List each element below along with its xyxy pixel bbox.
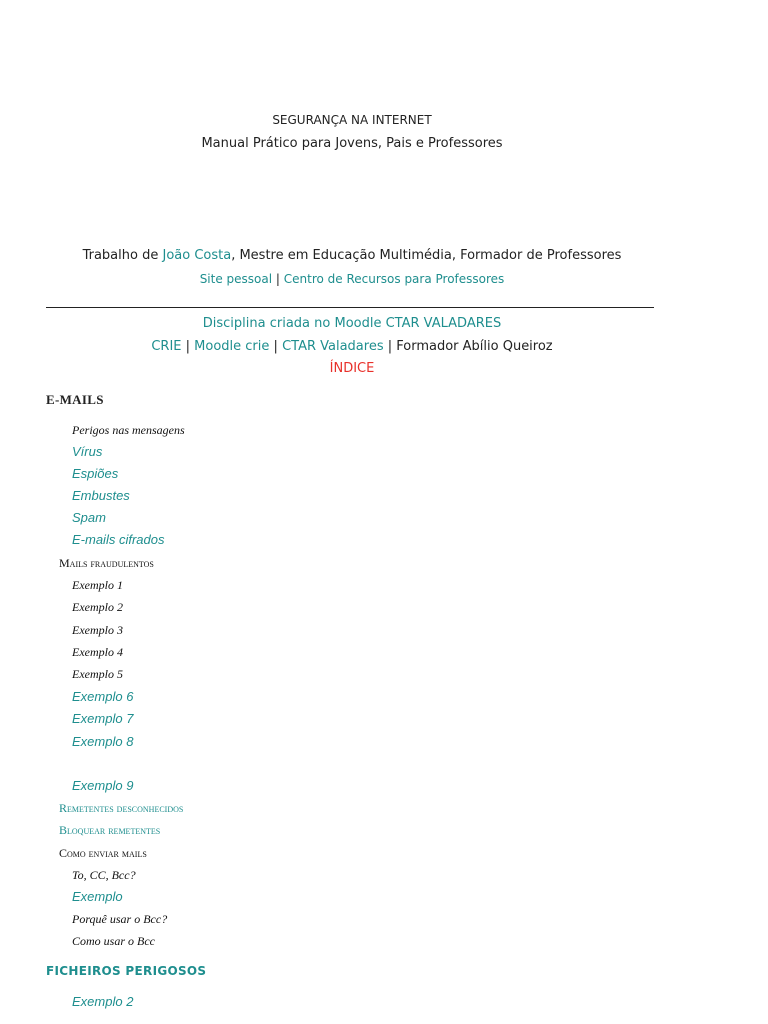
exemplo-4-item: Exemplo 4 [72, 645, 123, 659]
spam-link[interactable]: Spam [72, 510, 106, 525]
sep-1: | [181, 339, 195, 354]
embustes-link[interactable]: Embustes [72, 488, 130, 503]
emails-cifrados-link[interactable]: E-mails cifrados [72, 532, 165, 547]
crie-link[interactable]: CRIE [151, 339, 182, 354]
mails-fraudulentos-heading: Mails fraudulentos [59, 556, 154, 570]
espioes-link[interactable]: Espiões [72, 466, 119, 481]
author-name-link[interactable]: João Costa [162, 248, 232, 263]
perigos-item: Perigos nas mensagens [72, 423, 185, 437]
author-links [0, 272, 704, 287]
moodle-discipline [0, 316, 704, 332]
exemplo-2-item: Exemplo 2 [72, 600, 123, 614]
moodle-crie-link[interactable]: Moodle crie [194, 339, 270, 354]
sep-2: | [269, 339, 283, 354]
author-suffix: , Mestre em Educação Multimédia, Formador de Professores [231, 248, 622, 263]
trainer-text: | Formador Abílio Queiroz [383, 339, 553, 354]
ficheiros-exemplo-2-link[interactable]: Exemplo 2 [72, 994, 134, 1009]
exemplo-3-item: Exemplo 3 [72, 623, 123, 637]
index-heading: ÍNDICE [329, 361, 375, 376]
horizontal-rule [46, 307, 654, 308]
link-separator: | [272, 272, 284, 286]
moodle-links [0, 339, 704, 355]
remetentes-desconhecidos-link[interactable]: Remetentes desconhecidos [59, 801, 184, 815]
exemplo-1-item: Exemplo 1 [72, 578, 123, 592]
centro-recursos-link[interactable]: Centro de Recursos para Professores [283, 272, 505, 286]
emails-heading: E-MAILS [46, 392, 104, 407]
exemplo-9-link[interactable]: Exemplo 9 [72, 778, 134, 793]
exemplo-link[interactable]: Exemplo [72, 889, 123, 904]
como-bcc-item: Como usar o Bcc [72, 934, 155, 948]
bloquear-remetentes-link[interactable]: Bloquear remetentes [59, 823, 161, 837]
virus-link[interactable]: Vírus [72, 444, 103, 459]
page-subtitle: Manual Prático para Jovens, Pais e Professores [201, 136, 503, 151]
page-title: SEGURANÇA NA INTERNET [272, 113, 432, 127]
exemplo-5-item: Exemplo 5 [72, 667, 123, 681]
exemplo-6-link[interactable]: Exemplo 6 [72, 689, 134, 704]
ficheiros-perigosos-heading[interactable]: FICHEIROS PERIGOSOS [46, 964, 207, 978]
exemplo-8-link[interactable]: Exemplo 8 [72, 734, 134, 749]
author-line [0, 248, 704, 264]
author-prefix: Trabalho de [82, 248, 163, 263]
exemplo-7-link[interactable]: Exemplo 7 [72, 711, 134, 726]
to-cc-bcc-item: To, CC, Bcc? [72, 868, 136, 882]
site-pessoal-link[interactable]: Site pessoal [199, 272, 273, 286]
como-enviar-mails-heading: Como enviar mails [59, 846, 147, 860]
porque-bcc-item: Porquê usar o Bcc? [72, 912, 168, 926]
moodle-discipline-link[interactable]: Disciplina criada no Moodle CTAR VALADARES [202, 316, 502, 331]
ctar-valadares-link[interactable]: CTAR Valadares [282, 339, 384, 354]
